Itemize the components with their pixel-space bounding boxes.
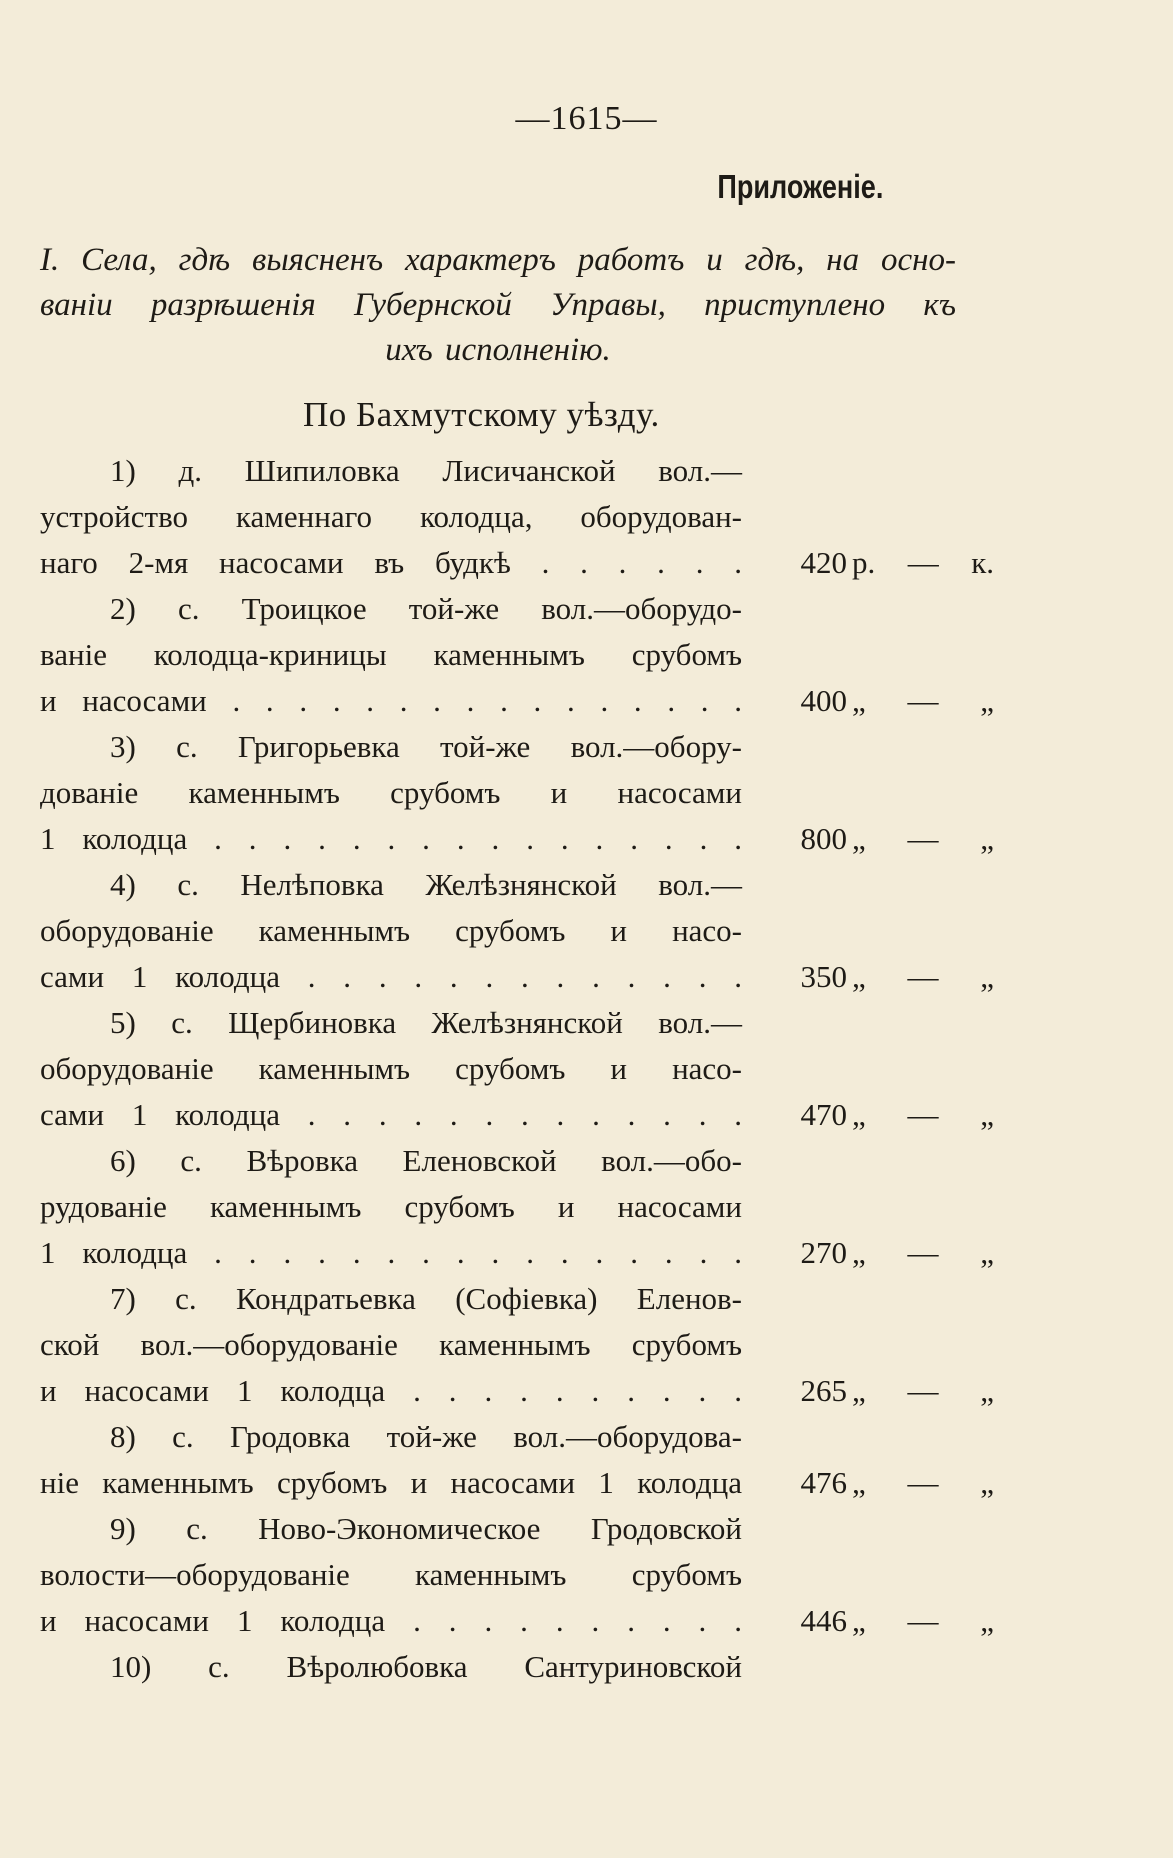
entry-text: сами 1 колодца . . . . . . . . . . . . . [40,959,742,994]
entry-dash: — [907,1235,939,1270]
entry-item [40,1000,994,1138]
district-heading: По Бахмутскому уѣзду. [303,395,660,434]
entry-amount-suffix [852,954,994,1000]
entry-kop: „ [980,683,994,718]
appendix-title: Приложеніе. [717,168,883,205]
entry-line [40,1230,994,1276]
entry-unit: „ [852,1603,866,1638]
entry-line [40,954,994,1000]
entry-amount-suffix [852,540,994,586]
entry-unit: „ [852,1465,866,1500]
entry-kop: „ [980,1097,994,1132]
entry-amount: 420 [800,545,847,580]
entry-text: волости—оборудованіе каменнымъ срубомъ [40,1557,742,1592]
entry-dash: — [907,1603,939,1638]
page-number: —1615— [515,100,658,137]
entry-text: 7) с. Кондратьевка (Софіевка) Еленов- [110,1281,742,1316]
entry-text: 1 колодца . . . . . . . . . . . . . . . . [40,1235,742,1270]
entry-line [40,1138,956,1184]
entry-item [40,1506,994,1644]
entry-text: ваніе колодца-криницы каменнымъ срубомъ [40,637,742,672]
entries-list [40,448,994,1690]
entry-kop: „ [980,1465,994,1500]
entry-amount: 400 [800,683,847,718]
entry-text: 10) с. Вѣролюбовка Сантуриновской [110,1649,742,1684]
entry-text: 6) с. Вѣровка Еленовской вол.—обо- [110,1143,742,1178]
entry-dash: — [907,959,939,994]
entry-unit: „ [852,959,866,994]
entry-line [40,1414,956,1460]
entry-amount: 446 [800,1603,847,1638]
entry-item [40,448,994,586]
entry-kop: „ [980,1603,994,1638]
entry-text: и насосами 1 колодца . . . . . . . . . . [40,1373,742,1408]
entry-unit: „ [852,1097,866,1132]
entry-dash: — [907,1097,939,1132]
entry-line [40,448,956,494]
entry-line [40,1276,956,1322]
entry-item [40,586,994,724]
entry-text: рудованіе каменнымъ срубомъ и насосами [40,1189,742,1224]
section-heading-line: ваніи разрѣшенія Губернской Управы, приступлено къ [40,287,956,323]
entry-line [40,1000,956,1046]
entry-line [40,770,956,816]
entry-line [40,1644,956,1690]
entry-item [40,724,994,862]
entry-kop: „ [980,959,994,994]
entry-line [40,1460,994,1506]
entry-item [40,1138,994,1276]
entry-kop: „ [980,1373,994,1408]
entry-text: 3) с. Григорьевка той-же вол.—обору- [110,729,742,764]
entry-kop: „ [980,1235,994,1270]
entry-amount: 470 [800,1097,847,1132]
entry-amount: 270 [800,1235,847,1270]
entry-line [40,540,994,586]
entry-amount-suffix [852,1230,994,1276]
entry-kop: „ [980,821,994,856]
entry-line [40,586,956,632]
entry-text: 1) д. Шипиловка Лисичанской вол.— [110,453,742,488]
entry-dash: — [907,545,939,580]
entry-line [40,1598,994,1644]
entry-line [40,494,956,540]
entry-text: 9) с. Ново-Экономическое Гродовской [110,1511,742,1546]
section-heading-line: ихъ исполненію. [385,332,611,368]
entry-amount: 350 [800,959,847,994]
entry-amount-suffix [852,1092,994,1138]
entry-text: и насосами 1 колодца . . . . . . . . . . [40,1603,742,1638]
entry-unit: „ [852,1373,866,1408]
entry-line [40,678,994,724]
entry-text: ской вол.—оборудованіе каменнымъ срубомъ [40,1327,742,1362]
entry-text: 4) с. Нелѣповка Желѣзнянской вол.— [110,867,742,902]
entry-item [40,1276,994,1414]
entry-amount-suffix [852,1598,994,1644]
entry-line [40,1046,956,1092]
entry-amount: 265 [800,1373,847,1408]
entry-unit: р. [852,545,876,580]
entry-text: оборудованіе каменнымъ срубомъ и насо- [40,913,742,948]
entry-dash: — [907,1373,939,1408]
entry-line [40,1552,956,1598]
entry-line [40,1184,956,1230]
entry-line [40,632,956,678]
entry-item [40,1414,994,1506]
entry-text: наго 2-мя насосами въ будкѣ . . . . . . [40,545,742,580]
entry-amount-suffix [852,1460,994,1506]
entry-unit: „ [852,821,866,856]
entry-amount-suffix [852,678,994,724]
entry-text: 8) с. Гродовка той-же вол.—оборудова- [110,1419,742,1454]
entry-line [40,816,994,862]
entry-item [40,862,994,1000]
entry-line [40,724,956,770]
entry-text: ніе каменнымъ срубомъ и насосами 1 колодца [40,1465,742,1500]
entry-line [40,1368,994,1414]
entry-dash: — [907,821,939,856]
entry-dash: — [907,1465,939,1500]
entry-unit: „ [852,1235,866,1270]
section-heading-line: I. Села, гдѣ выясненъ характеръ работъ и гдѣ, на осно- [40,242,956,278]
entry-text: устройство каменнаго колодца, оборудован- [40,499,742,534]
entry-amount-suffix [852,816,994,862]
entry-text: и насосами . . . . . . . . . . . . . . . . [40,683,742,718]
entry-kop: к. [971,545,994,580]
entry-amount: 800 [800,821,847,856]
entry-item [40,1644,956,1690]
entry-text: 2) с. Троицкое той-же вол.—оборудо- [110,591,742,626]
entry-unit: „ [852,683,866,718]
entry-line [40,1322,956,1368]
entry-amount-suffix [852,1368,994,1414]
entry-line [40,1506,956,1552]
entry-text: дованіе каменнымъ срубомъ и насосами [40,775,742,810]
entry-line [40,1092,994,1138]
section-heading [40,238,956,373]
entry-line [40,908,956,954]
entry-text: сами 1 колодца . . . . . . . . . . . . . [40,1097,742,1132]
entry-dash: — [907,683,939,718]
entry-text: оборудованіе каменнымъ срубомъ и насо- [40,1051,742,1086]
entry-text: 5) с. Щербиновка Желѣзнянской вол.— [110,1005,742,1040]
entry-line [40,862,956,908]
entry-text: 1 колодца . . . . . . . . . . . . . . . . [40,821,742,856]
entry-amount: 476 [800,1465,847,1500]
